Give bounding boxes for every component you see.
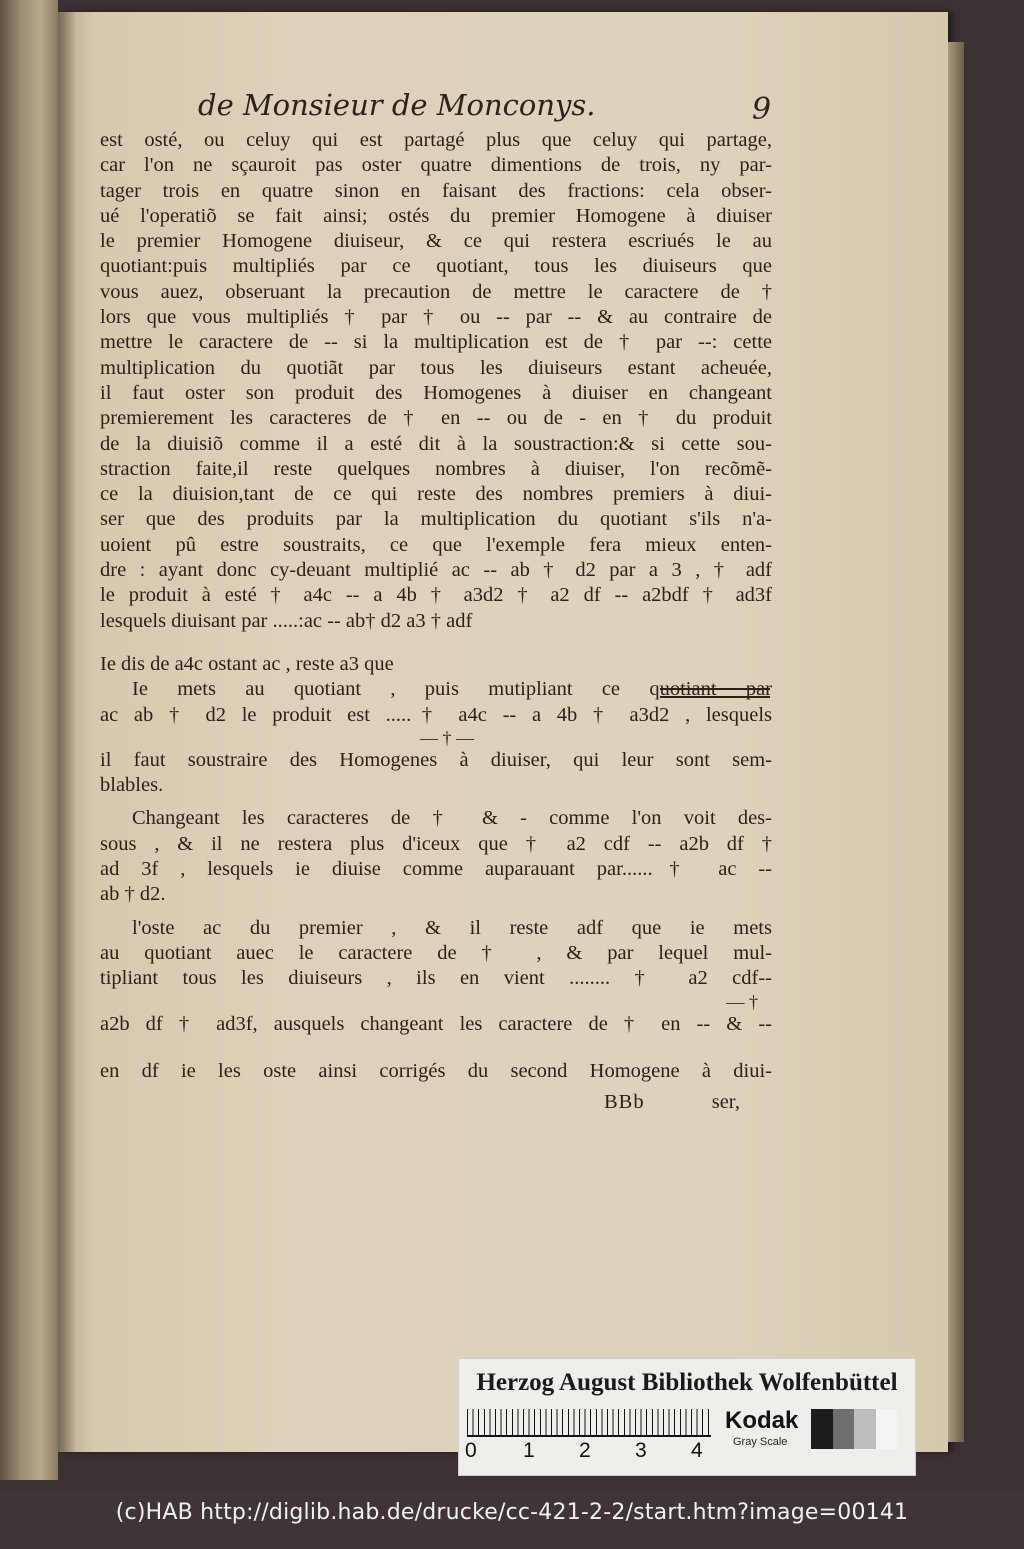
- text-line: l'oste ac du premier , & il reste adf que ie mets: [132, 916, 772, 939]
- text-line: mettre le caractere de -- si la multiplication est de † par --: cette: [100, 331, 772, 354]
- text-line: vous auez, obseruant la precaution de mettre le caractere de †: [100, 280, 772, 303]
- ruler-label: 3: [635, 1439, 647, 1462]
- facing-page-edge: [0, 0, 58, 1480]
- text-line: blables.: [100, 774, 164, 797]
- text-line: de la diuisiõ comme il a esté dit à la soustraction:& si cette sou-: [100, 432, 772, 455]
- body-text: [100, 128, 772, 1116]
- gray-swatch: [876, 1409, 898, 1449]
- text-line: car l'on ne sçauroit pas oster quatre dimentions de trois, ny par-: [100, 154, 772, 177]
- gray-swatch: [811, 1409, 833, 1449]
- gray-scale-label: Gray Scale: [733, 1436, 788, 1448]
- ruler-label: 2: [579, 1439, 591, 1462]
- text-line: dre : ayant donc cy-deuant multiplié ac -- ab † d2 par a 3 , † adf: [100, 559, 772, 582]
- spacer: [100, 908, 772, 916]
- text-line: lors que vous multipliés † par † ou -- par -- & au contraire de: [100, 306, 772, 329]
- page-gutter-shadow: [58, 12, 76, 1452]
- text-line: ad 3f , lesquels ie diuise comme auparauant par......† ac --: [100, 858, 772, 881]
- kodak-logo: Kodak: [725, 1407, 799, 1434]
- page-number: 9: [752, 92, 772, 127]
- text-line: ser que des produits par la multiplication du quotiant s'ils n'a-: [100, 508, 772, 531]
- running-head: de Monsieur de Monconys.: [198, 88, 596, 122]
- sign-marks: — †: [726, 991, 758, 1012]
- text-line: il faut oster son produit des Homogenes à diuiser en changeant: [100, 381, 772, 404]
- text-line: ué l'operatiõ se fait ainsi; ostés du premier Homogene à diuiser: [100, 204, 772, 227]
- text-line: au quotiant auec le caractere de † , & par lequel mul-: [100, 941, 772, 964]
- text-line: est osté, ou celuy qui est partagé plus que celuy qui partage,: [100, 129, 772, 151]
- text-line: lesquels diuisant par .....:ac -- ab† d2 a3 † adf: [100, 609, 473, 632]
- source-url: (c)HAB http://diglib.hab.de/drucke/cc-421-2-2/start.htm?image=00141: [115, 1500, 909, 1525]
- catchword: ser,: [711, 1091, 740, 1114]
- text-line: Ie mets au quotiant , puis mutipliant ce quotiant par: [132, 678, 772, 701]
- text-line: le premier Homogene diuiseur, & ce qui restera escriués le au: [100, 230, 772, 253]
- text-line: sous , & il ne restera plus d'iceux que † a2 cdf -- a2b df †: [100, 832, 772, 855]
- spacer: [100, 634, 772, 652]
- text-line: uoient pû estre soustraits, ce que l'exemple fera mieux enten-: [100, 533, 772, 556]
- text-line: en df ie les oste ainsi corrigés du second Homogene à diui-: [100, 1059, 772, 1082]
- page-fore-edge: [948, 42, 964, 1442]
- color-target-card: [458, 1358, 916, 1476]
- text-line: ac ab † d2 le produit est .....† a4c -- a 4b † a3d2 , lesquels: [100, 703, 772, 726]
- gray-swatch: [854, 1409, 876, 1449]
- spacer: [100, 1037, 772, 1059]
- text-line: straction faite,il reste quelques nombres à diuiser, l'on recõmẽ-: [100, 457, 772, 480]
- sign-marks: — † —: [420, 727, 474, 748]
- ruler-label: 4: [691, 1439, 703, 1462]
- library-name: Herzog August Bibliothek Wolfenbüttel: [476, 1369, 898, 1396]
- text-line: tager trois en quatre sinon en faisant des fractions: cela obser-: [100, 179, 772, 202]
- ruler-scale: [467, 1409, 711, 1437]
- text-line: Ie dis de a4c ostant ac , reste a3 que: [100, 652, 394, 675]
- text-line: tipliant tous les diuiseurs , ils en vient ........ † a2 cdf--: [100, 967, 772, 990]
- text-line: quotiant:puis multipliés par ce quotiant, tous les diuiseurs que: [100, 255, 772, 278]
- gray-swatch: [833, 1409, 855, 1449]
- text-line: il faut soustraire des Homogenes à diuiser, qui leur sont sem-: [100, 748, 772, 771]
- text-line: a2b df † ad3f, ausquels changeant les caractere de † en -- & --: [100, 1012, 772, 1035]
- text-line: premierement les caracteres de † en -- ou de - en † du produit: [100, 407, 772, 430]
- signature-line: [100, 1088, 772, 1116]
- ruler-labels: [459, 1439, 719, 1465]
- ruler-label: 0: [465, 1439, 477, 1462]
- sum-underline: [660, 688, 770, 698]
- spacer: [100, 798, 772, 806]
- text-line: ab † d2.: [100, 883, 166, 906]
- text-line: le produit à esté † a4c -- a 4b † a3d2 † a2 df -- a2bdf † ad3f: [100, 584, 772, 607]
- text-line: ce la diuision,tant de ce qui reste des nombres premiers à diui-: [100, 483, 772, 506]
- text-line: multiplication du quotiãt par tous les diuiseurs estant acheuée,: [100, 356, 772, 379]
- ruler-label: 1: [523, 1439, 535, 1462]
- gray-swatches: [811, 1409, 897, 1449]
- text-line: Changeant les caracteres de † & - comme l'on voit des-: [132, 807, 772, 830]
- signature-mark: BBb: [604, 1091, 645, 1114]
